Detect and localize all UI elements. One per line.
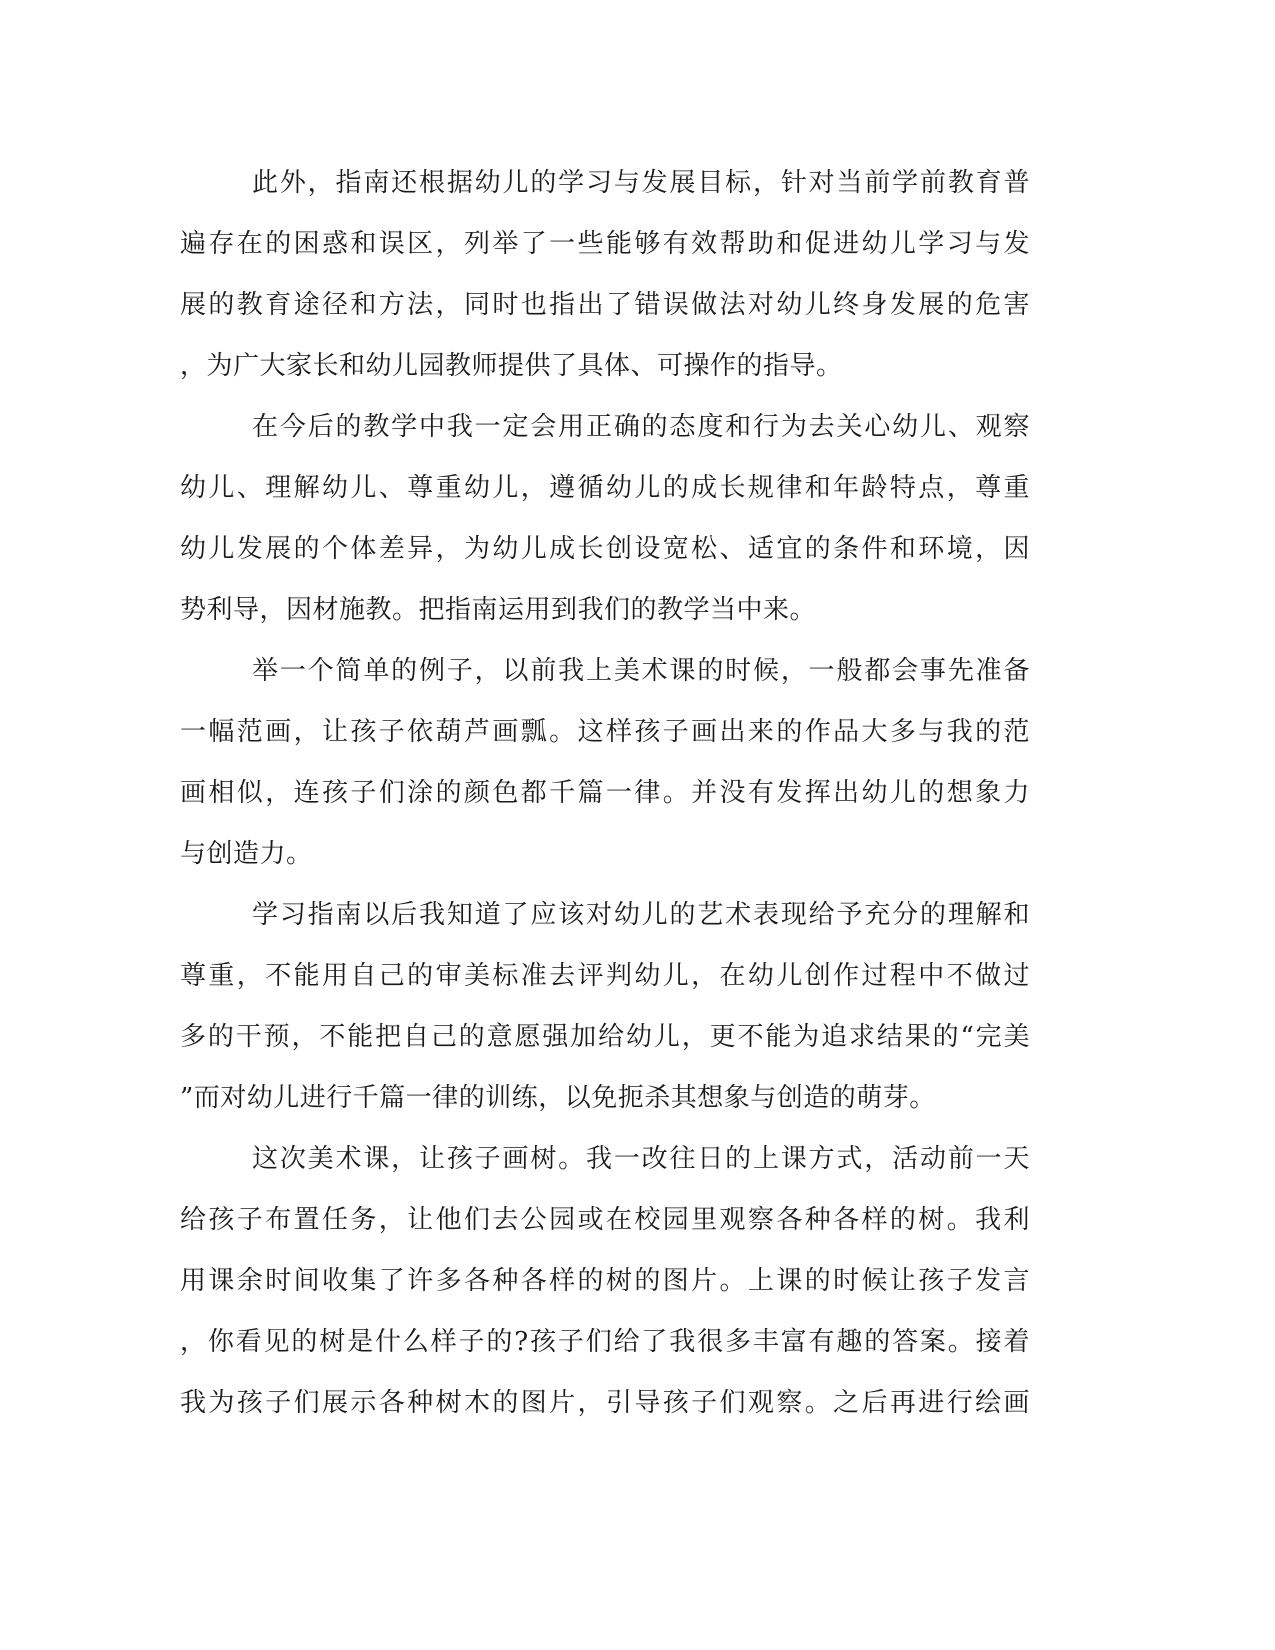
text-line: 用课余时间收集了许多各种各样的树的图片。上课的时候让孩子发言 [180,1266,1030,1296]
paragraph [180,1134,1030,1439]
paragraph [180,890,1030,1134]
text-line: 一幅范画，让孩子依葫芦画瓢。这样孩子画出来的作品大多与我的范 [180,717,1030,747]
text-line: 举一个简单的例子，以前我上美术课的时候，一般都会事先准备 [252,656,1030,686]
paragraph [180,402,1030,646]
text-line: 多的干预，不能把自己的意愿强加给幼儿，更不能为追求结果的“完美 [180,1022,1030,1052]
text-line: 在今后的教学中我一定会用正确的态度和行为去关心幼儿、观察 [252,412,1030,442]
text-line: 幼儿、理解幼儿、尊重幼儿，遵循幼儿的成长规律和年龄特点，尊重 [180,473,1030,503]
paragraph [180,646,1030,890]
text-line: 画相似，连孩子们涂的颜色都千篇一律。并没有发挥出幼儿的想象力 [180,778,1030,808]
text-line: 我为孩子们展示各种树木的图片，引导孩子们观察。之后再进行绘画 [180,1388,1030,1418]
document-body [180,158,1030,1439]
text-line: ，为广大家长和幼儿园教师提供了具体、可操作的指导。 [180,351,843,381]
text-line: 势利导，因材施教。把指南运用到我们的教学当中来。 [180,595,817,625]
text-line: ”而对幼儿进行千篇一律的训练，以免扼杀其想象与创造的萌芽。 [180,1083,936,1113]
text-line: 给孩子布置任务，让他们去公园或在校园里观察各种各样的树。我利 [180,1205,1030,1235]
text-line: 学习指南以后我知道了应该对幼儿的艺术表现给予充分的理解和 [252,900,1030,930]
text-line: 尊重，不能用自己的审美标准去评判幼儿，在幼儿创作过程中不做过 [180,961,1030,991]
text-line: 遍存在的困惑和误区，列举了一些能够有效帮助和促进幼儿学习与发 [180,229,1030,259]
text-line: 幼儿发展的个体差异，为幼儿成长创设宽松、适宜的条件和环境，因 [180,534,1030,564]
paragraph [180,158,1030,402]
text-line: 展的教育途径和方法，同时也指出了错误做法对幼儿终身发展的危害 [180,290,1030,320]
text-line: 与创造力。 [180,839,313,869]
text-line: 此外，指南还根据幼儿的学习与发展目标，针对当前学前教育普 [252,168,1030,198]
text-line: 这次美术课，让孩子画树。我一改往日的上课方式，活动前一天 [252,1144,1030,1174]
text-line: ，你看见的树是什么样子的?孩子们给了我很多丰富有趣的答案。接着 [180,1327,1030,1357]
